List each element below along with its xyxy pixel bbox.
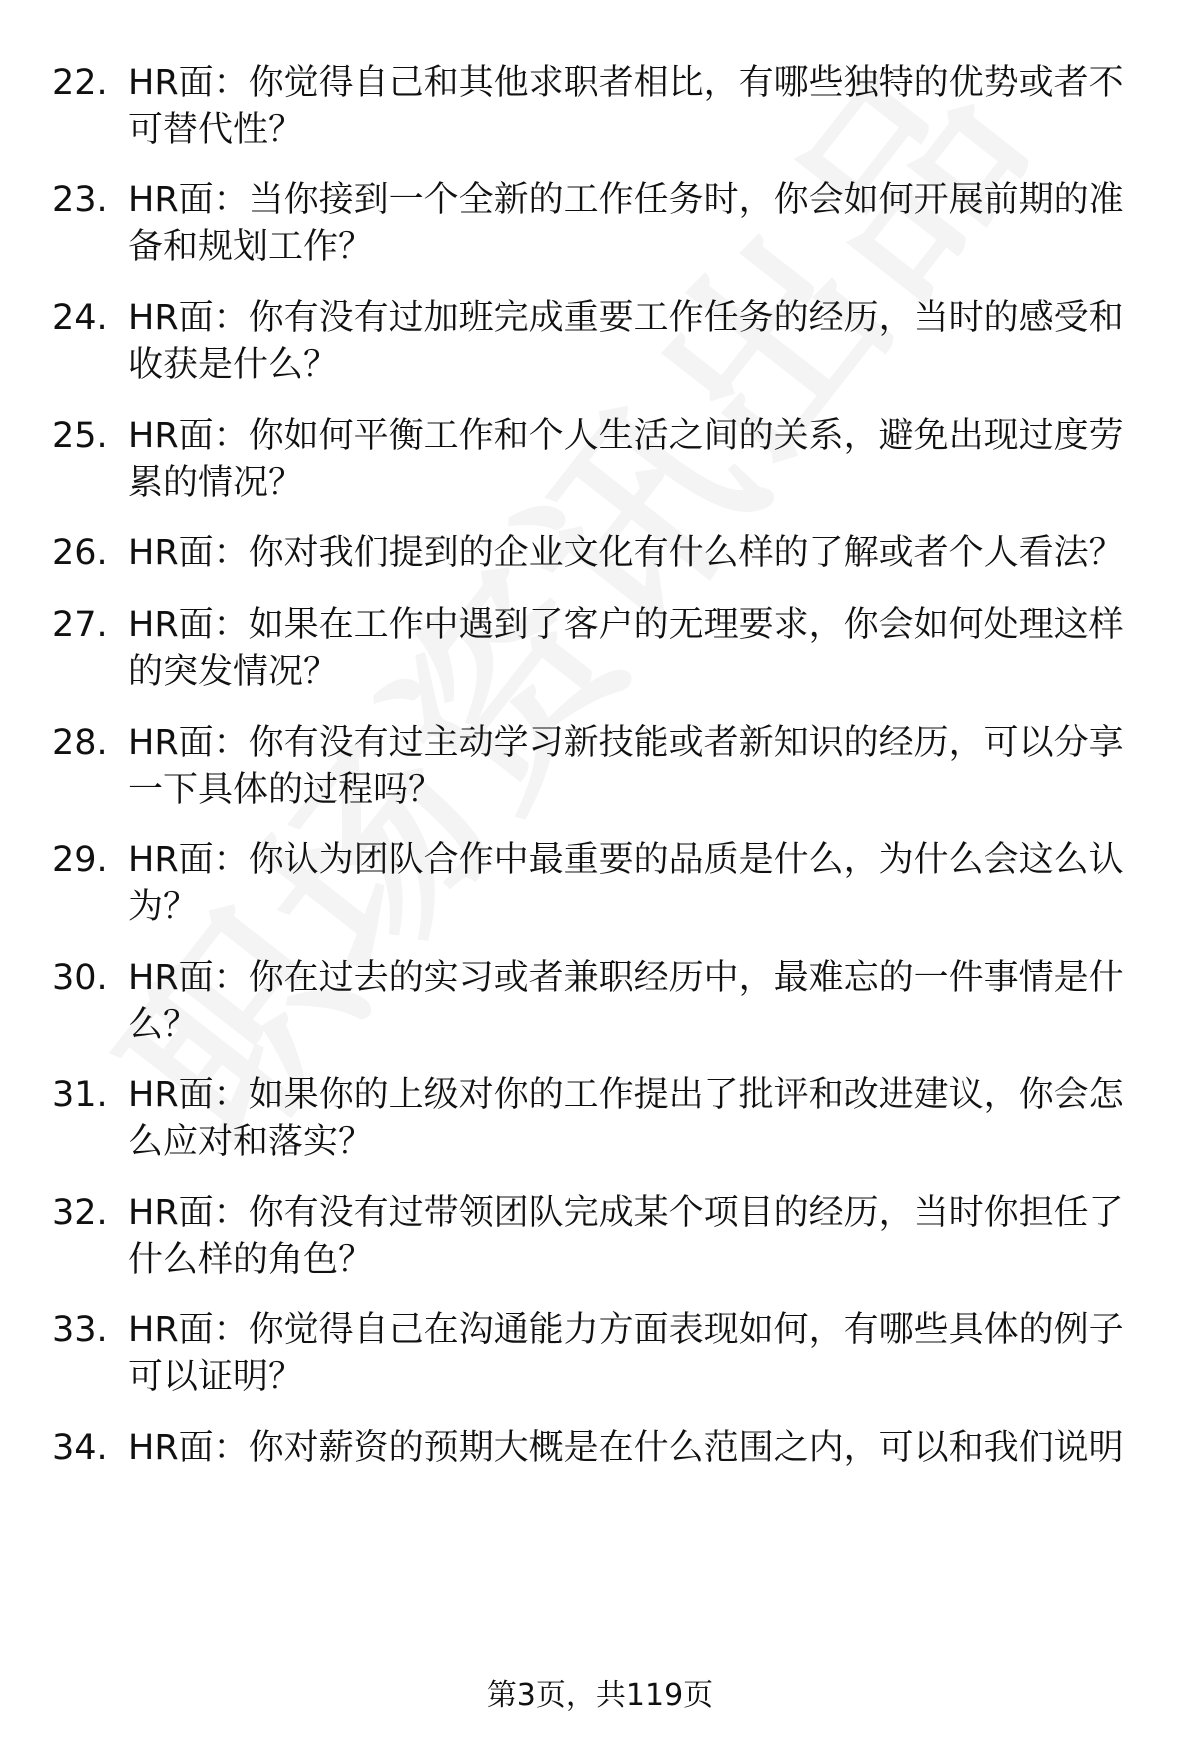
question-text: HR面：你有没有过加班完成重要工作任务的经历，当时的感受和收获是什么？	[128, 298, 1124, 385]
question-text: HR面：你有没有过主动学习新技能或者新知识的经历，可以分享一下具体的过程吗？	[128, 723, 1124, 810]
question-text: HR面：如果在工作中遇到了客户的无理要求，你会如何处理这样的突发情况？	[128, 605, 1124, 692]
list-item	[52, 1190, 1152, 1284]
question-text: HR面：你认为团队合作中最重要的品质是什么，为什么会这么认为？	[128, 840, 1124, 927]
question-number: 25.	[52, 416, 108, 456]
question-number: 29.	[52, 840, 108, 880]
question-number: 28.	[52, 723, 108, 763]
question-number: 23.	[52, 180, 108, 220]
list-item	[52, 1425, 1152, 1472]
list-item	[52, 720, 1152, 814]
list-item	[52, 413, 1152, 507]
question-text: HR面：你觉得自己和其他求职者相比，有哪些独特的优势或者不可替代性？	[128, 63, 1124, 150]
question-text: HR面：你对薪资的预期大概是在什么范围之内，可以和我们说明	[128, 1428, 1124, 1468]
list-item	[52, 1072, 1152, 1166]
list-item	[52, 60, 1152, 154]
list-item	[52, 1307, 1152, 1401]
question-number: 33.	[52, 1310, 108, 1350]
question-number: 34.	[52, 1428, 108, 1468]
list-item	[52, 295, 1152, 389]
list-item	[52, 602, 1152, 696]
question-number: 26.	[52, 533, 108, 573]
question-text: HR面：你对我们提到的企业文化有什么样的了解或者个人看法？	[128, 533, 1124, 573]
question-number: 31.	[52, 1075, 108, 1115]
question-text: HR面：你有没有过带领团队完成某个项目的经历，当时你担任了什么样的角色？	[128, 1193, 1124, 1280]
list-item	[52, 177, 1152, 271]
page-footer: 第3页，共119页	[486, 1678, 714, 1713]
question-number: 24.	[52, 298, 108, 338]
question-number: 30.	[52, 958, 108, 998]
question-text: HR面：你如何平衡工作和个人生活之间的关系，避免出现过度劳累的情况？	[128, 416, 1124, 503]
question-text: HR面：你觉得自己在沟通能力方面表现如何，有哪些具体的例子可以证明？	[128, 1310, 1124, 1397]
list-item	[52, 955, 1152, 1049]
question-text: HR面：当你接到一个全新的工作任务时，你会如何开展前期的准备和规划工作？	[128, 180, 1124, 267]
list-item	[52, 530, 1152, 577]
question-number: 22.	[52, 63, 108, 103]
question-text: HR面：如果你的上级对你的工作提出了批评和改进建议，你会怎么应对和落实？	[128, 1075, 1124, 1162]
question-text: HR面：你在过去的实习或者兼职经历中，最难忘的一件事情是什么？	[128, 958, 1124, 1045]
question-number: 32.	[52, 1193, 108, 1233]
list-item	[52, 837, 1152, 931]
question-number: 27.	[52, 605, 108, 645]
